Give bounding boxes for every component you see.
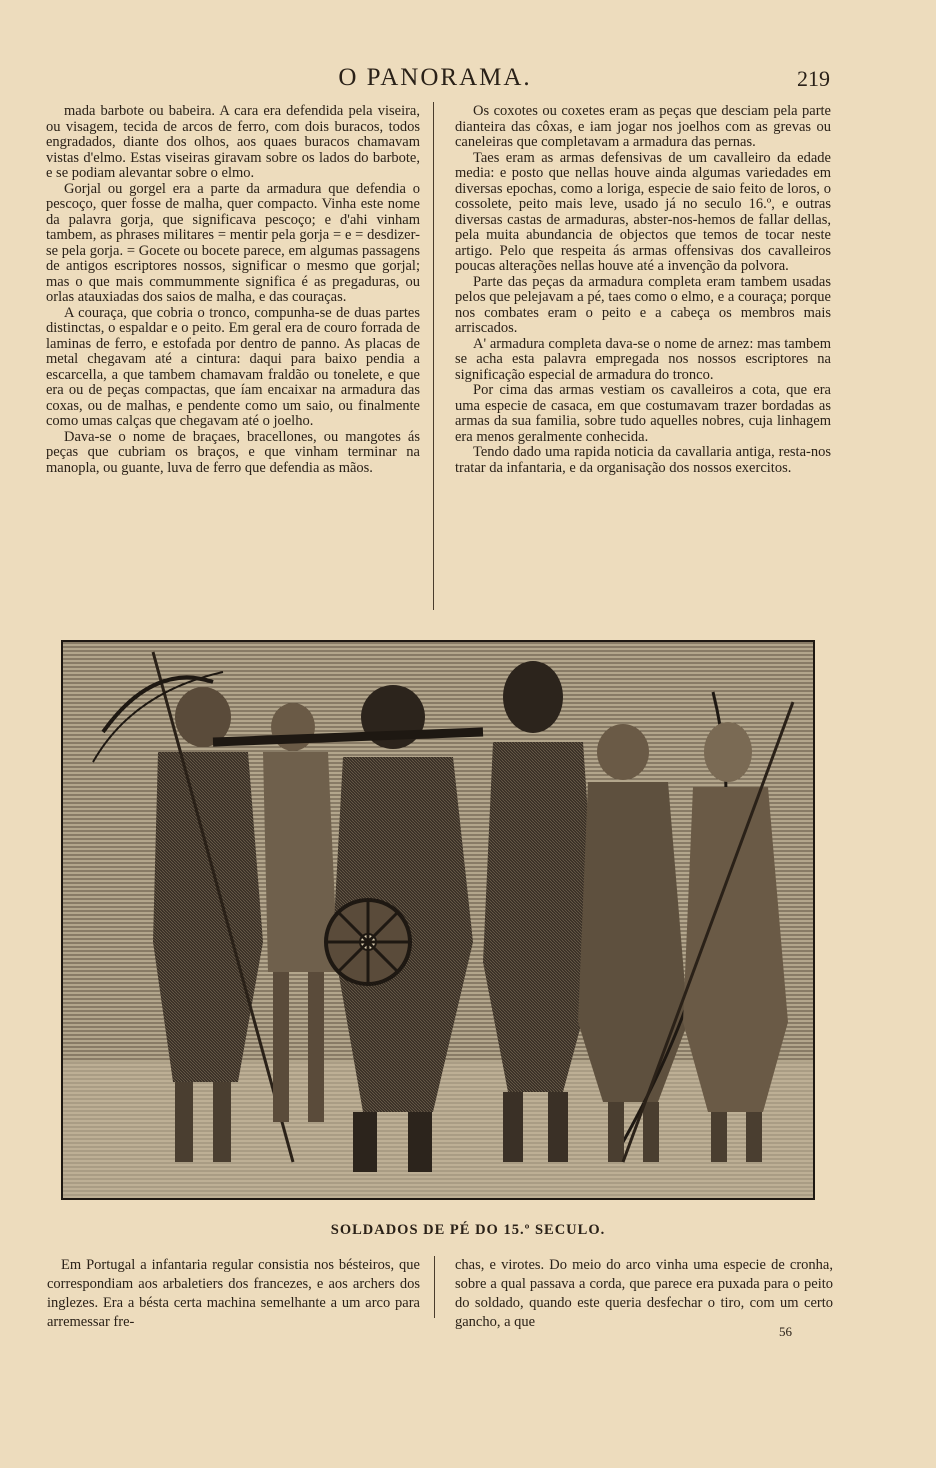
bottom-left-column	[47, 1256, 420, 1332]
left-paragraph-1: mada barbote ou babeira. A cara era defendida pela viseira, ou visagem, tecida de arcos de ferro, com dois buracos, todos engradados, diante dos olhos, aos quaes buracos chamavam vistas d'elmo. Estas viseiras giravam sobre os lados do barbote, e se podiam alevantar sobre o elmo.	[46, 103, 420, 181]
left-paragraph-3: A couraça, que cobria o tronco, compunha-se de duas partes distinctas, o espaldar e o peito. Em geral era de couro forrada de laminas de ferro, e estofada por dentro de panno. As placas de metal chegavam até a cintura: daqui para baixo pendia a escarcella, a que tambem chamavam fraldão ou tonelete, e que era ou de peças compactas, que íam encaixar na armadura das coxas, ou de malhas, e pendente como um saio, ou finalmente como umas calças que chegavam até o joelho.	[46, 304, 420, 429]
bottom-left-paragraph: Em Portugal a infantaria regular consistia nos bésteiros, que correspondiam aos arbaletiers dos francezes, e aos archers dos inglezes. Era a bésta certa machina semelhante a um arco para arremessar fre-	[47, 1257, 420, 1330]
bottom-right-paragraph: chas, e virotes. Do meio do arco vinha uma especie de cronha, sobre a qual passava a corda, que parece era puxada para o peito do soldado, quando este queria desfechar o tiro, com um certo gancho, a que	[455, 1257, 833, 1330]
right-paragraph-2: Taes eram as armas defensivas de um cavalleiro da edade media: e posto que nellas houve ainda algumas variedades em diversas epochas, como a loriga, especie de saio feito de loros, o cossolete, peito mais leve, usado já no seculo 16.º, e outras diversas castas de armaduras, abster-nos-hemos de fallar dellas, pela muita abundancia de objectos que temos de tocar neste artigo. Pelo que respeita ás armas offensivas dos cavalleiros poucas alterações nellas houve até a invenção da polvora.	[455, 149, 831, 274]
printer-signature: 56	[779, 1324, 792, 1339]
right-paragraph-6: Tendo dado uma rapida noticia da cavallaria antiga, resta-nos tratar da infantaria, e da organisação dos nossos exercitos.	[455, 444, 831, 476]
left-paragraph-2: Gorjal ou gorgel era a parte da armadura que defendia o pescoço, quer fosse de malha, quer compacto. Vinha este nome da palavra gorja, que significava pescoço; e d'ahi vinham tambem, as phrases militares = mentir pela gorja = e = desdizer-se pela gorja. = Gocete ou bocete parece, em algumas passagens de antigos escriptores nossos, significar o mesmo que gorjal; mas o que mais commummente significa é as pregaduras, ou orlas atauxiadas dos saios de malha, e das couraças.	[46, 180, 420, 305]
left-paragraph-4: Dava-se o nome de braçaes, bracellones, ou mangotes ás peças que cubriam os braços, e que vinham terminar na manopla, ou guante, luva de ferro que defendia as mãos.	[46, 428, 420, 476]
running-title: O PANORAMA.	[338, 64, 532, 91]
bottom-column-divider	[434, 1256, 435, 1318]
right-column	[455, 104, 831, 476]
column-divider	[433, 102, 434, 610]
bottom-right-column	[455, 1256, 833, 1332]
engraving-illustration	[63, 642, 813, 1198]
left-column	[46, 104, 420, 476]
page-number: 219	[797, 66, 830, 91]
engraving-soldiers	[61, 640, 815, 1200]
right-paragraph-5: Por cima das armas vestiam os cavalleiros a cota, que era uma especie de casaca, em que costumavam trazer bordadas as armas da sua familia, sobre tudo aquelles nobres, cuja linhagem era menos geralmente conhecida.	[455, 382, 831, 445]
right-paragraph-1: Os coxotes ou coxetes eram as peças que desciam pela parte dianteira das côxas, e iam jogar nos joelhos com as grevas ou caneleiras que completavam a armadura das pernas.	[455, 103, 831, 150]
page-header	[40, 64, 830, 98]
right-paragraph-3: Parte das peças da armadura completa eram tambem usadas pelos que pelejavam a pé, taes como o elmo, e a couraça; porque nos combates eram o peito e a cabeça os membros mais arriscados.	[455, 273, 831, 336]
figure-caption: SOLDADOS DE PÉ DO 15.º SECULO.	[330, 1222, 606, 1238]
right-paragraph-4: A' armadura completa dava-se o nome de arnez: mas tambem se acha esta palavra empregada nos nossos escriptores na significação especial de armadura do tronco.	[455, 335, 831, 383]
